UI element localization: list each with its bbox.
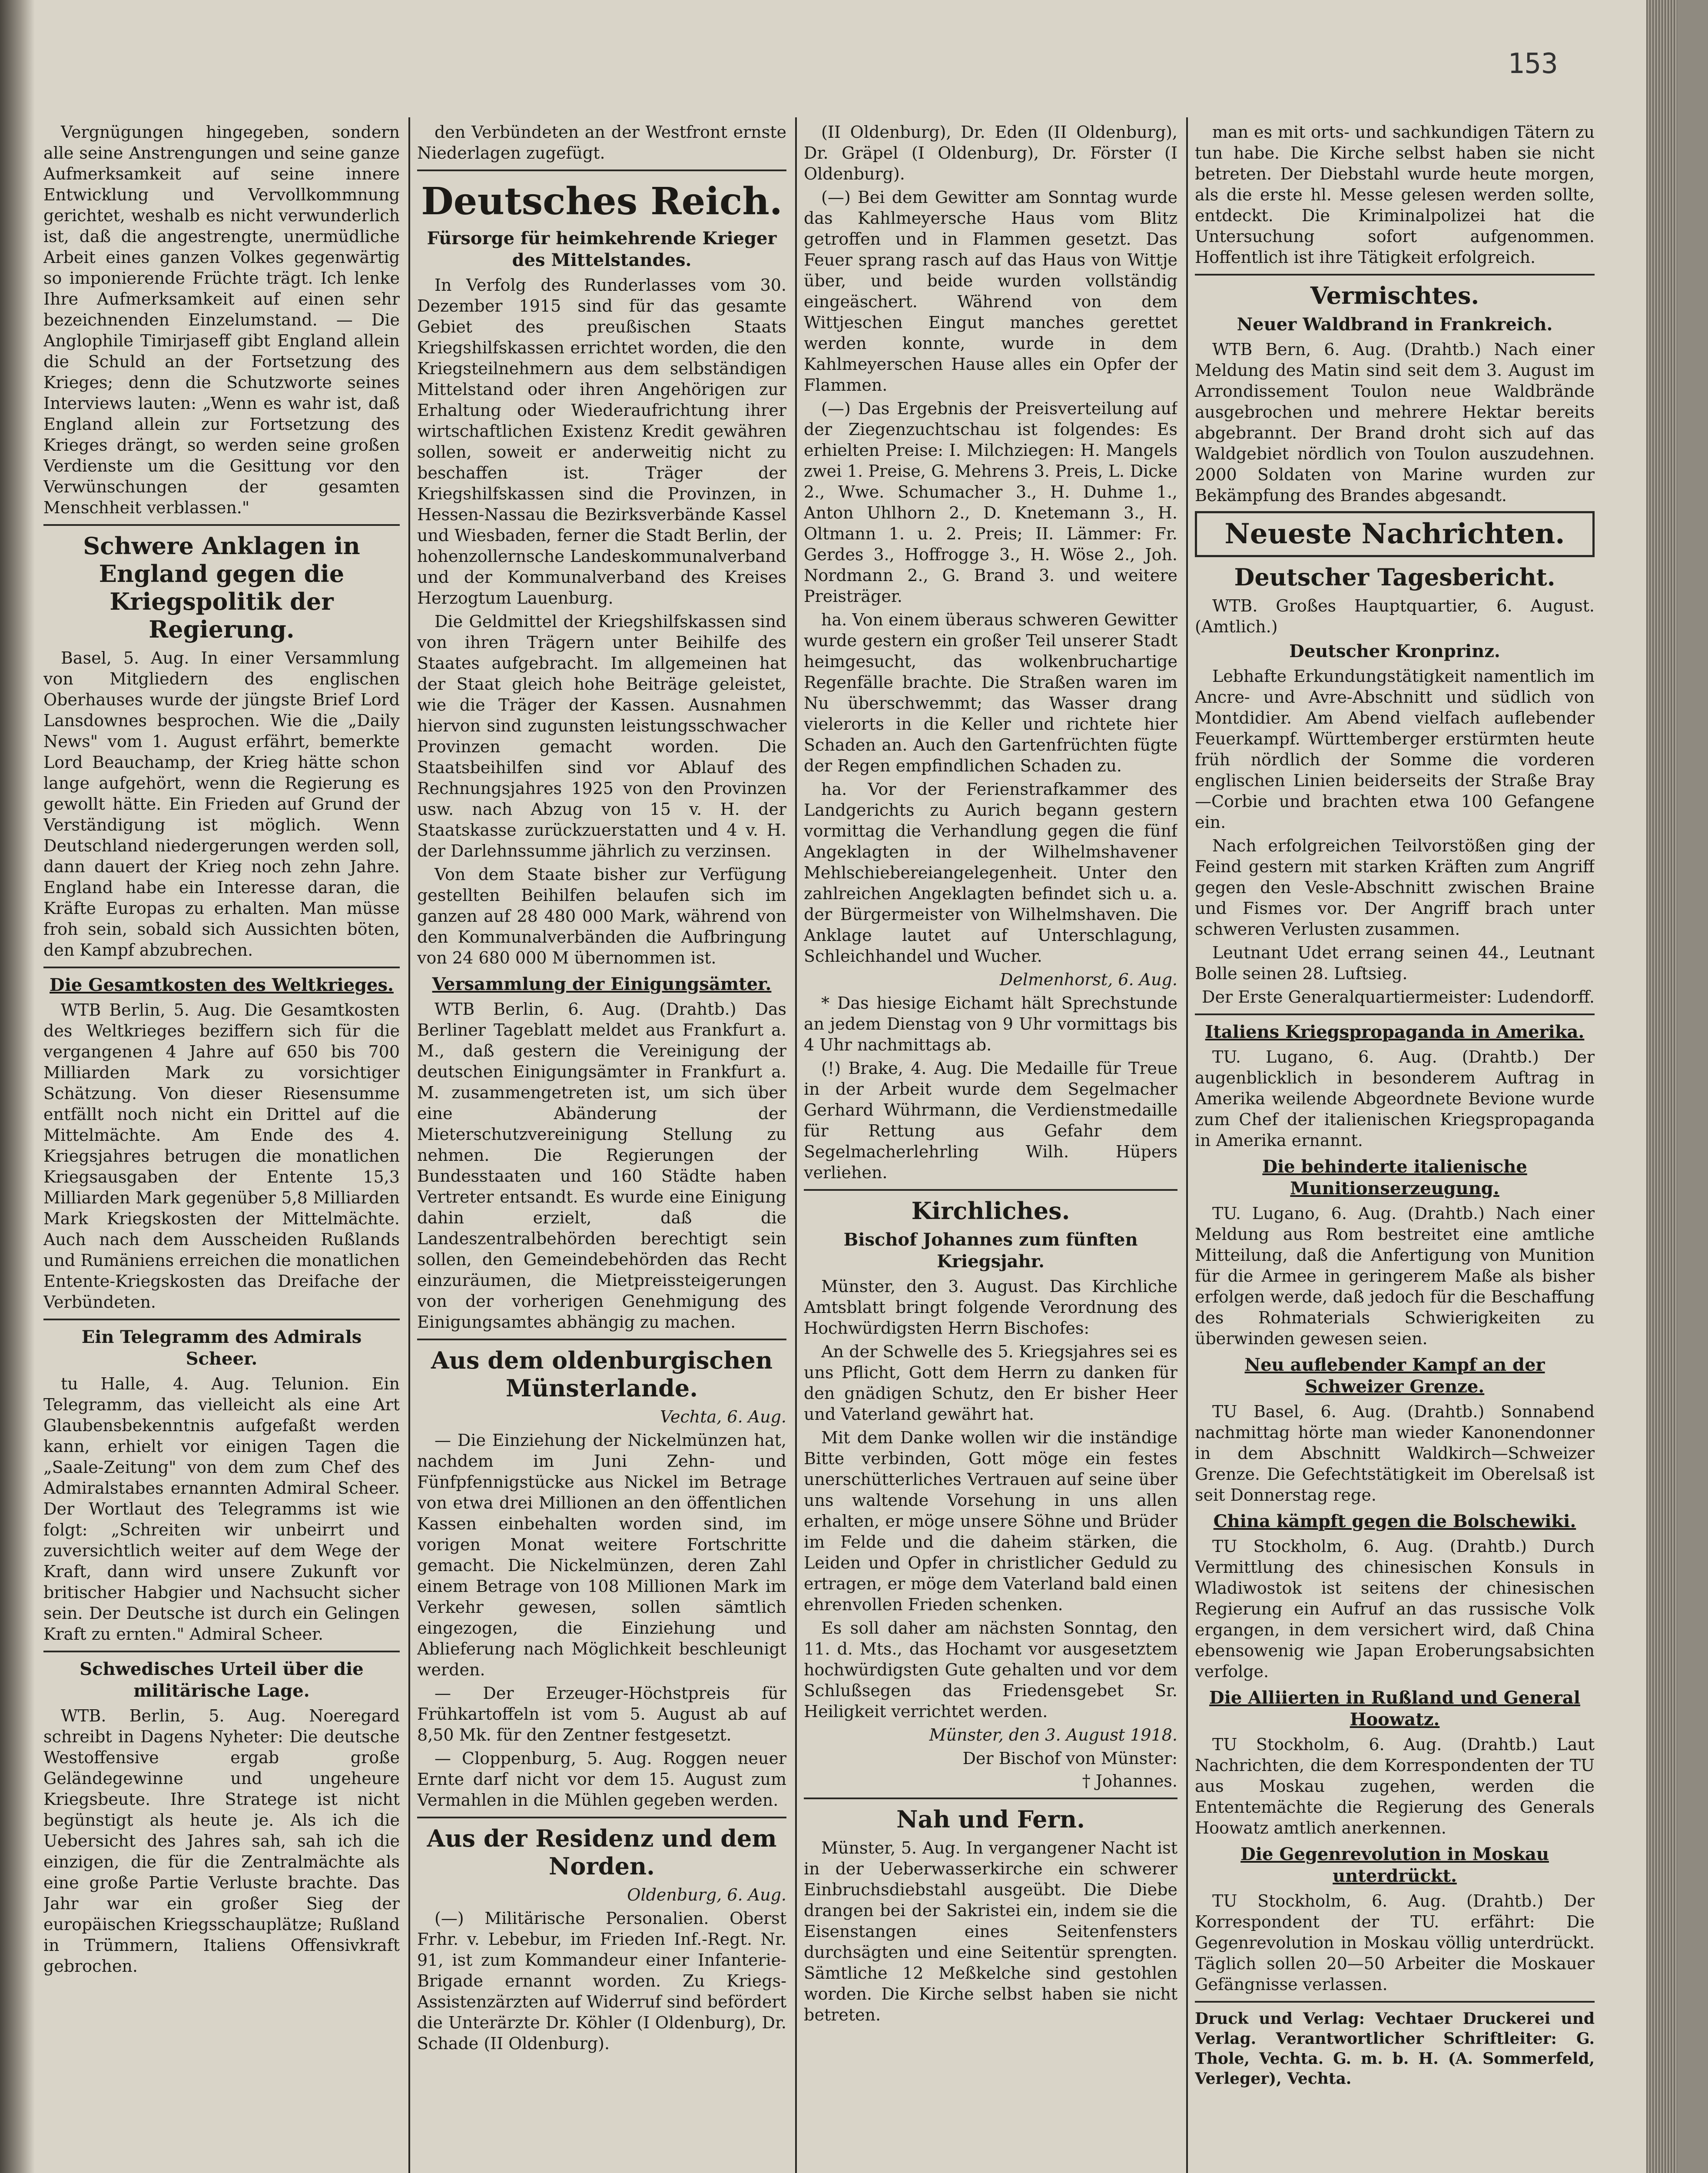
dateline: Vechta, 6. Aug. xyxy=(660,1407,786,1426)
article-text: WTB. Berlin, 5. Aug. Noeregard schreibt in Dagens Nyheter: Die deutsche Westoffensive ergab große Geländegewinne und ungeheure Kriegsbeute. Ihre Stratege ist nicht begünstigt als heute je. Als ich die Uebersicht des Jahres sah, sah ich die einzigen, die für die Zentralmächte als eine große Partie Verluste brachte. Das Jahr war ein großer Sieg der europäischen Kriegsschauplätze; Rußland in Trümmern, Italiens Offensivkraft gebrochen. xyxy=(43,1706,400,1976)
section-heading: Deutsches Reich. xyxy=(421,179,783,223)
divider xyxy=(1195,2001,1595,2003)
headline: Bischof Johannes zum fünften Kriegsjahr. xyxy=(843,1229,1138,1272)
divider xyxy=(804,1798,1177,1799)
page-binding xyxy=(0,0,35,2173)
article-text: — Cloppenburg, 5. Aug. Roggen neuer Ernte darf nicht vor dem 15. August zum Vermahlen in die Mühlen gegeben werden. xyxy=(417,1749,786,1810)
divider xyxy=(804,1189,1177,1191)
section-heading: Aus der Residenz und dem Norden. xyxy=(427,1824,777,1880)
headline: Ein Telegramm des Admirals Scheer. xyxy=(81,1327,362,1369)
article-text: TU Stockholm, 6. Aug. (Drahtb.) Durch Vermittlung des chinesischen Konsuls in Wladiwostok ist seitens der chinesischen Regierung ein Aufruf an das russische Volk ergangen, in dem versichert wird, daß China ebensowenig wie Japan Eroberungsabsichten verfolge. xyxy=(1195,1537,1595,1681)
article-text: (—) Bei dem Gewitter am Sonntag wurde das Kahlmeyersche Haus vom Blitz getroffen und in Flammen gesetzt. Das Feuer sprang rasch auf das Haus von Wittje über, und beide wurden vollständig eingeäschert. Während von dem Wittjeschen Eingut manches gerettet werden konnte, wurde in dem Kahlmeyerschen Hause alles ein Opfer der Flammen. xyxy=(804,188,1177,395)
article-text: WTB Berlin, 6. Aug. (Drahtb.) Das Berliner Tageblatt meldet aus Frankfurt a. M., daß gestern die Vereinigung der deutschen Einigungsämter in Frankfurt a. M. zusammengetreten ist, um sich über eine Abänderung der Mieterschutzvereinigung Stellung zu nehmen. Die Regierungen der Bundesstaaten und 160 Städte haben Vertreter entsandt. Es wurde eine Einigung dahin erzielt, daß die Landeszentralbehörden berechtigt sein sollen, den Gemeindebehörden das Recht einzuräumen, die Mietpreissteigerungen von der vorherigen Genehmigung des Einigungsamtes abhängig zu machen. xyxy=(417,1000,786,1332)
article-text: ha. Von einem überaus schweren Gewitter wurde gestern ein großer Teil unserer Stadt heimgesucht, das wolkenbruchartige Regenfälle brachte. Die Straßen waren im Nu überschwemmt; das Wasser drang vielerorts in die Keller und richtete hier Schaden an. Auch den Gartenfrüchten fügte der Regen empfindlichen Schaden zu. xyxy=(804,610,1177,775)
article-text: WTB. Großes Hauptquartier, 6. August. (Amtlich.) xyxy=(1195,596,1595,636)
column-rule xyxy=(1186,117,1188,2173)
column-4 xyxy=(1195,122,1595,2173)
article-text: Lebhafte Erkundungstätigkeit namentlich im Ancre- und Avre-Abschnitt und südlich von Montdidier. Am Abend vielfach auflebender Feuerkampf. Württemberger erstürmten heute früh nördlich der Somme die vorderen englischen Linien beiderseits der Straße Bray—Corbie und brachten etwa 100 Gefangene ein. xyxy=(1195,667,1595,832)
column-rule xyxy=(795,117,797,2173)
headline: Deutscher Kronprinz. xyxy=(1289,641,1500,661)
article-text: In Verfolg des Runderlasses vom 30. Dezember 1915 sind für das gesamte Gebiet des preußischen Staats Kriegshilfskassen errichtet worden, die den Kriegsteilnehmern aus dem selbständigen Mittelstand oder ihren Angehörigen zur Erhaltung oder Wiederaufrichtung ihrer wirtschaftlichen Existenz Kredit gewähren sollen, soweit er anderweitig nicht zu beschaffen ist. Träger der Kriegshilfskassen sind die Provinzen, in Hessen-Nassau die Bezirksverbände Kassel und Wiesbaden, ferner die Stadt Berlin, der hohenzollernsche Landeskommunalverband und der Kommunalverband des Kreises Herzogtum Lauenburg. xyxy=(417,276,786,608)
headline: Fürsorge für heimkehrende Krieger des Mittelstandes. xyxy=(427,228,777,270)
article-text: — Die Einziehung der Nickelmünzen hat, nachdem im Juni Zehn- und Fünfpfennigstücke aus Nickel im Betrage von etwa drei Millionen an den öffentlichen Kassen einbehalten worden sind, im vorigen Monat weitere Fortschritte gemacht. Die Nickelmünzen, deren Zahl einem Betrage von 108 Millionen Mark im Verkehr gewesen, sollen sämtlich eingezogen, die Einziehung und Ablieferung nach Möglichkeit beschleunigt werden. xyxy=(417,1431,786,1679)
boxed-heading: Neueste Nachrichten. xyxy=(1195,511,1595,557)
divider xyxy=(43,967,400,968)
headline: Die Alliierten in Rußland und General Hoowatz. xyxy=(1209,1688,1580,1730)
divider xyxy=(43,1319,400,1320)
article-text: Münster, 5. Aug. In vergangener Nacht ist in der Ueberwasserkirche ein schwerer Einbruchsdiebstahl ausgeübt. Die Diebe drangen bei der Sakristei ein, indem sie die Eisenstangen eines Seitenfensters durchsägten und eine Seitentür sprengten. Sämtliche 12 Meßkelche sind gestohlen worden. Die Kirche selbst haben sie nicht betreten. xyxy=(804,1838,1177,2024)
article-text: tu Halle, 4. Aug. Telunion. Ein Telegramm, das vielleicht als eine Art Glaubensbekenntnis aufgefaßt werden kann, erhielt vor einigen Tagen die „Saale-Zeitung" von dem zum Chef des Admiralstabes ernannten Admiral Scheer. Der Wortlaut des Telegramms ist wie folgt: „Schreiten wir unbeirrt und zuversichtlich weiter auf dem Wege der Kraft, dann wird unsere Zukunft vor britischer Habgier und Nachsucht sicher sein. Der Deutsche ist durch ein Gelingen Kraft zu ernten." Admiral Scheer. xyxy=(43,1374,400,1644)
section-heading: Aus dem oldenburgischen Münsterlande. xyxy=(431,1346,773,1402)
article-text: Die Geldmittel der Kriegshilfskassen sind von ihren Trägern unter Beihilfe des Staates aufgebracht. Im allgemeinen hat der Staat gleich hohe Beiträge geleistet, wie die Träger der Kassen. Ausnahmen hiervon sind zugunsten leistungsschwacher Provinzen gemacht worden. Die Staatsbeihilfen sind vor Ablauf des Rechnungsjahres 1925 von den Provinzen usw. nach Abzug von 15 v. H. der Staatskasse zurückzuerstatten und 4 v. H. der Darlehnssumme jährlich zu verzinsen. xyxy=(417,612,786,861)
headline: China kämpft gegen die Bolschewiki. xyxy=(1213,1511,1576,1532)
headline: Neuer Waldbrand in Frankreich. xyxy=(1237,314,1553,335)
headline: Die behinderte italienische Munitionserzeugung. xyxy=(1262,1156,1527,1199)
article-text: * Das hiesige Eichamt hält Sprechstunde an jedem Dienstag von 9 Uhr vormittags bis 4 Uhr nachmittags ab. xyxy=(804,993,1177,1054)
article-text: TU. Lugano, 6. Aug. (Drahtb.) Der augenblicklich in besonderem Auftrag in Amerika weilende Abgeordnete Bevione wurde zum Chef der italienischen Kriegspropaganda in Amerika ernannt. xyxy=(1195,1047,1595,1150)
article-text: Nach erfolgreichen Teilvorstößen ging der Feind gestern mit starken Kräften zum Angriff gegen den Vesle-Abschnitt zwischen Braine und Fismes vor. Der Angriff brach unter schweren Verlusten zusammen. xyxy=(1195,836,1595,939)
divider xyxy=(1195,1013,1595,1015)
page-number: 153 xyxy=(1508,48,1558,80)
divider xyxy=(417,1339,786,1340)
article-text: WTB Berlin, 5. Aug. Die Gesamtkosten des Weltkrieges beziffern sich für die vergangenen 4 Jahre auf 650 bis 700 Milliarden Mark zu vorsichtiger Schätzung. Von dieser Riesensumme entfällt noch nicht ein Drittel auf die Mittelmächte. Am Ende des 4. Kriegsjahres betrugen die monatlichen Kriegsausgaben der Entente 15,3 Milliarden Mark gegenüber 5,8 Milliarden Mark Kriegskosten der Mittelmächte. Auch nach dem Ausscheiden Rußlands und Rumäniens erreichen die monatlichen Entente-Kriegskosten das Dreifache der Verbündeten. xyxy=(43,1000,400,1312)
article-text: TU. Lugano, 6. Aug. (Drahtb.) Nach einer Meldung aus Rom bestreitet eine amtliche Mitteilung, daß die Anfertigung von Munition für die Armee in geringerem Maße als bisher erfolgen werde, daß jedoch für die Beschaffung des Rohmaterials Schwierigkeiten zu überwinden gewesen seien. xyxy=(1195,1204,1595,1348)
divider xyxy=(43,1651,400,1652)
article-text: Von dem Staate bisher zur Verfügung gestellten Beihilfen belaufen sich im ganzen auf 28 480 000 Mark, während von den Kommunalverbänden die Aufbringung von 24 680 000 M übernommen ist. xyxy=(417,865,786,967)
article-text: TU Basel, 6. Aug. (Drahtb.) Sonnabend nachmittag hörte man wieder Kanonendonner in dem Abschnitt Waldkirch—Schweizer Grenze. Die Gefechtstätigkeit im Oberelsaß ist seit Donnerstag rege. xyxy=(1195,1402,1595,1505)
headline: Neu auflebender Kampf an der Schweizer Grenze. xyxy=(1244,1355,1545,1397)
column-3 xyxy=(804,122,1177,2173)
article-text: TU Stockholm, 6. Aug. (Drahtb.) Der Korrespondent der TU. erfährt: Die Gegenrevolution in Moskau völlig unterdrückt. Täglich sollen 20—50 Arbeiter die Moskauer Gefängnisse verlassen. xyxy=(1195,1891,1595,1994)
section-heading: Deutscher Tagesbericht. xyxy=(1234,563,1555,591)
section-heading: Nah und Fern. xyxy=(896,1805,1085,1833)
headline: Italiens Kriegspropaganda in Amerika. xyxy=(1205,1022,1585,1042)
imprint: Druck und Verlag: Vechtaer Druckerei und Verlag. Verantwortlicher Schriftleiter: G. Thole, Vechta. G. m. b. H. (A. Sommerfeld, Verleger), Vechta. xyxy=(1195,2010,1595,2088)
signature: † Johannes. xyxy=(1082,1771,1177,1791)
headline: Die Gesamtkosten des Weltkrieges. xyxy=(50,975,394,995)
divider xyxy=(417,169,786,171)
signature: Der Erste Generalquartiermeister: Ludendorff. xyxy=(1202,987,1595,1007)
divider xyxy=(43,524,400,526)
dateline: Münster, den 3. August 1918. xyxy=(929,1725,1177,1744)
article-text: (—) Das Ergebnis der Preisverteilung auf der Ziegenzuchtschau ist folgendes: Es erhielten Preise: I. Milchziegen: H. Mangels zwei 1. Preise, G. Mehrens 3. Preis, L. Dicke 2., Wwe. Schumacher 3., H. Duhme 1., Anton Uhlhorn 2., D. Knetemann 3., H. Oltmann 1. u. 2. Preis; II. Lämmer: Fr. Gerdes 3., Hoffrogge 3., H. Wöse 2., Joh. Nordmann 2., G. Brand 3. und weitere Preisträger. xyxy=(804,399,1177,606)
headline: Schwere Anklagen in England gegen die Kriegspolitik der Regierung. xyxy=(83,532,360,643)
article-text: WTB Bern, 6. Aug. (Drahtb.) Nach einer Meldung des Matin sind seit dem 3. August im Arrondissement Toulon neue Waldbrände ausgebrochen und mehrere Hektar bereits abgebrannt. Der Brand droht sich auf das Waldgebiet nördlich von Toulon auszudehnen. 2000 Soldaten von Marine wurden zur Bekämpfung des Brandes abgesandt. xyxy=(1195,340,1595,505)
article-text: Münster, den 3. August. Das Kirchliche Amtsblatt bringt folgende Verordnung des Hochwürdigsten Herrn Bischofes: xyxy=(804,1277,1177,1338)
article-text: TU Stockholm, 6. Aug. (Drahtb.) Laut Nachrichten, die dem Korrespondenten der TU aus Moskau zugehen, werden die Ententemächte die Regierung des Generals Hoowatz amtlich anerkennen. xyxy=(1195,1735,1595,1837)
article-text: (!) Brake, 4. Aug. Die Medaille für Treue in der Arbeit wurde dem Segelmacher Gerhard Wührmann, die Verdienstmedaille für Rettung aus Gefahr dem Segelmacherlehrling Wilh. Hüpers verliehen. xyxy=(804,1059,1177,1182)
article-text: ha. Vor der Ferienstrafkammer des Landgerichts zu Aurich begann gestern vormittag die Verhandlung gegen die fünf Angeklagten in der Wilhelmshavener Mehlschiebereiangelegenheit. Unter den zahlreichen Angeklagten befindet sich u. a. der Bürgermeister von Wilhelmshaven. Die Anklage lautet auf Unterschlagung, Schleichhandel und Wucher. xyxy=(804,780,1177,966)
headline: Versammlung der Einigungsämter. xyxy=(432,974,772,994)
article-text: (II Oldenburg), Dr. Eden (II Oldenburg), Dr. Gräpel (I Oldenburg), Dr. Förster (I Oldenburg). xyxy=(804,123,1177,183)
article-text: Leutnant Udet errang seinen 44., Leutnant Bolle seinen 28. Luftsieg. xyxy=(1195,943,1595,983)
headline: Schwedisches Urteil über die militärische Lage. xyxy=(80,1659,364,1701)
divider xyxy=(417,1817,786,1818)
dateline: Delmenhorst, 6. Aug. xyxy=(999,970,1177,989)
article-text: (—) Militärische Personalien. Oberst Frhr. v. Lebebur, im Frieden Inf.-Regt. Nr. 91, ist zum Kommandeur einer Infanterie-Brigade ernannt worden. Zu Kriegs-Assistenzärzten auf Widerruf sind befördert die Unterärzte Dr. Köhler (I Oldenburg), Dr. Schade (II Oldenburg). xyxy=(417,1909,786,2053)
headline: Die Gegenrevolution in Moskau unterdrückt. xyxy=(1240,1844,1549,1886)
article-text: An der Schwelle des 5. Kriegsjahres sei es uns Pflicht, Gott dem Herrn zu danken für den gnädigen Schutz, den Er bisher Heer und Vaterland gewährt hat. xyxy=(804,1342,1177,1424)
article-text: Basel, 5. Aug. In einer Versammlung von Mitgliedern des englischen Oberhauses wurde der jüngste Brief Lord Lansdownes besprochen. Wie die „Daily News" vom 1. August erfährt, bemerkte Lord Beauchamp, der Krieg hätte schon lange aufgehört, wenn die Regierung es gewollt hätte. Ein Frieden auf Grund der Verständigung ist möglich. Wenn Deutschland niedergerungen werden soll, dann dauert der Krieg noch zehn Jahre. England habe ein Interesse daran, die Kräfte Europas zu erhalten. Man müsse froh sein, sobald sich Aussichten böten, den Kampf abzubrechen. xyxy=(43,648,400,960)
column-2 xyxy=(417,122,786,2173)
article-text: den Verbündeten an der Westfront ernste Niederlagen zugefügt. xyxy=(417,123,786,163)
article-text: Vergnügungen hingegeben, sondern alle seine Anstrengungen und seine ganze Aufmerksamkeit auf seine innere Entwicklung und Vervollkommnung gerichtet, weshalb es nicht verwunderlich ist, daß die angestrengte, unermüdliche Arbeit eines ganzen Volkes gegenwärtig so imponierende Früchte trägt. Ich lenke Ihre Aufmerksamkeit auf einen sehr bezeichnenden Einzelumstand. — Die Anglophile Timirjaseff gibt England allein die Schuld an der Fortsetzung des Krieges; denn die Schutzworte seines Interviews lauten: „Wenn es wahr ist, daß England allein zur Fortsetzung des Krieges drängt, so werden seine großen Verdienste um die Gesittung vor den Verwünschungen der gesamten Menschheit verblassen." xyxy=(43,123,400,517)
article-text: Mit dem Danke wollen wir die inständige Bitte verbinden, Gott möge ein festes unerschütterliches Vertrauen auf seine über uns waltende Vorsehung in uns allen erhalten, er möge unsere Söhne und Brüder im Felde und die daheim stärken, die Leiden und Opfer in christlicher Geduld zu ertragen, er möge dem Vaterland bald einen ehrenvollen Frieden schenken. xyxy=(804,1428,1177,1614)
signature: Der Bischof von Münster: xyxy=(962,1749,1177,1768)
article-text: man es mit orts- und sachkundigen Tätern zu tun habe. Die Kirche selbst haben sie nicht betreten. Der Diebstahl wurde heute morgen, als die erste hl. Messe gelesen werden sollte, entdeckt. Die Kriminalpolizei hat die Untersuchung sofort aufgenommen. Hoffentlich ist ihre Tätigkeit erfolgreich. xyxy=(1195,123,1595,267)
article-text: Es soll daher am nächsten Sonntag, den 11. d. Mts., das Hochamt vor ausgesetztem hochwürdigsten Gute gehalten und vor dem Schlußsegen das Friedensgebet Sr. Heiligkeit verrichtet werden. xyxy=(804,1618,1177,1721)
divider xyxy=(1195,274,1595,276)
section-heading: Vermischtes. xyxy=(1310,282,1479,309)
article-text: — Der Erzeuger-Höchstpreis für Frühkartoffeln ist vom 5. August ab auf 8,50 Mk. für den Zentner festgesetzt. xyxy=(417,1684,786,1744)
book-edge xyxy=(1646,0,1677,2173)
column-rule xyxy=(408,117,410,2173)
dateline: Oldenburg, 6. Aug. xyxy=(627,1885,786,1904)
column-1 xyxy=(43,122,400,2173)
section-heading: Kirchliches. xyxy=(911,1197,1070,1225)
